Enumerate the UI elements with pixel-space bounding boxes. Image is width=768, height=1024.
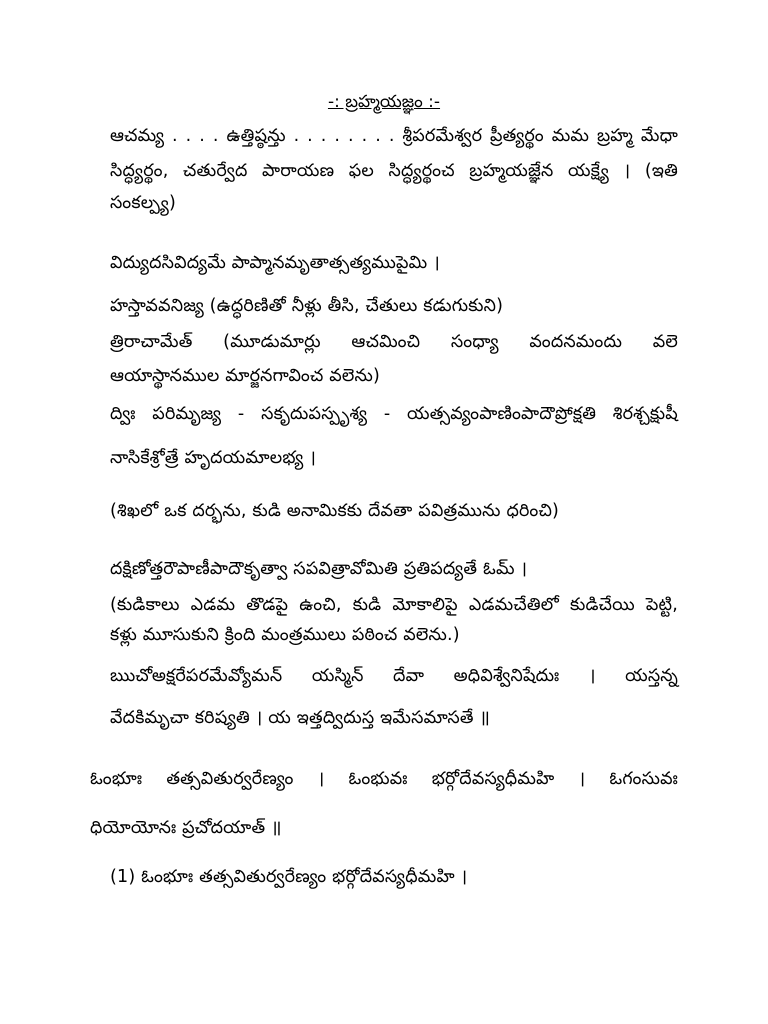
text-line-13: కళ్లు మూసుకుని క్రింది మంత్రములు పఠించ వలెను.) bbox=[110, 625, 460, 645]
text-line-7: ఆయాస్థానముల మార్జనగావించ వలెను) bbox=[110, 366, 381, 386]
text-line-12: (కుడికాలు ఎడమ తొడపై ఉంచి, కుడి మోకాలిపై ఎడమచేతిలో కుడిచేయి పెట్టి, bbox=[110, 595, 678, 615]
text-line-14: ఋచోఅక్షరేపరమేవ్యోమన్ యస్మిన్ దేవా అధివిశ్వేనిషేదుః । యస్తన్న bbox=[110, 666, 678, 686]
text-line-11: దక్షిణోత్తరౌపాణీపాదౌకృత్వా సపవిత్రావోమితి ప్రతిపద్యతే ఓమ్ । bbox=[110, 559, 528, 579]
text-line-17: ధియోయోనః ప్రచోదయాత్ ॥ bbox=[90, 818, 282, 838]
text-line-2: సిద్ధ్యర్థం, చతుర్వేద పారాయణ ఫల సిద్ధ్యర్థంచ బ్రహ్మయజ్ఞేన యక్ష్యే । (ఇతి bbox=[110, 161, 678, 181]
text-line-8: ద్విః పరిమృజ్య - సకృదుపస్పృశ్య - యత్సవ్యంపాణింపాదౌప్రోక్షతి శిరశ్చక్షుషీ bbox=[110, 404, 678, 424]
text-line-5: హస్తావవనిజ్య (ఉద్ధరిణితో నీళ్లు తీసి, చేతులు కడుగుకుని) bbox=[110, 296, 504, 316]
text-line-1: ఆచమ్య . . . . ఉత్తిష్ఠన్తు . . . . . . . . శ్రీపరమేశ్వర ప్రీత్యర్థం మమ బ్రహ్మ మేధా bbox=[110, 126, 678, 146]
text-line-10: (శిఖలో ఒక దర్భను, కుడి అనామికకు దేవతా పవిత్రమును ధరించి) bbox=[110, 501, 560, 521]
text-line-15: వేదకిమృచా కరిష్యతి । య ఇత్తద్విదుస్త ఇమేసమాసతే ॥ bbox=[110, 708, 491, 728]
text-line-16: ఓంభూః తత్సవితుర్వరేణ్యం । ఓంభువః భర్గోదేవస్యధీమహి । ఓగంసువః bbox=[90, 769, 678, 789]
page-title: -: బ్రహ్మయజ్ఞం :- bbox=[327, 92, 441, 112]
text-line-9: నాసికేశ్రోత్రే హృదయమాలభ్య । bbox=[110, 448, 317, 468]
text-line-3: సంకల్ప్య) bbox=[110, 193, 177, 213]
text-line-6: త్రిరాచామేత్ (మూడుమార్లు ఆచమించి సంధ్యా వందనమందు వలె bbox=[110, 332, 678, 352]
text-line-18: (1) ఓంభూః తత్సవితుర్వరేణ్యం భర్గోదేవస్యధీమహి । bbox=[110, 867, 468, 887]
text-line-4: విద్యుదసివిద్యమే పాప్మానమృతాత్సత్యముపైమి । bbox=[110, 253, 440, 273]
